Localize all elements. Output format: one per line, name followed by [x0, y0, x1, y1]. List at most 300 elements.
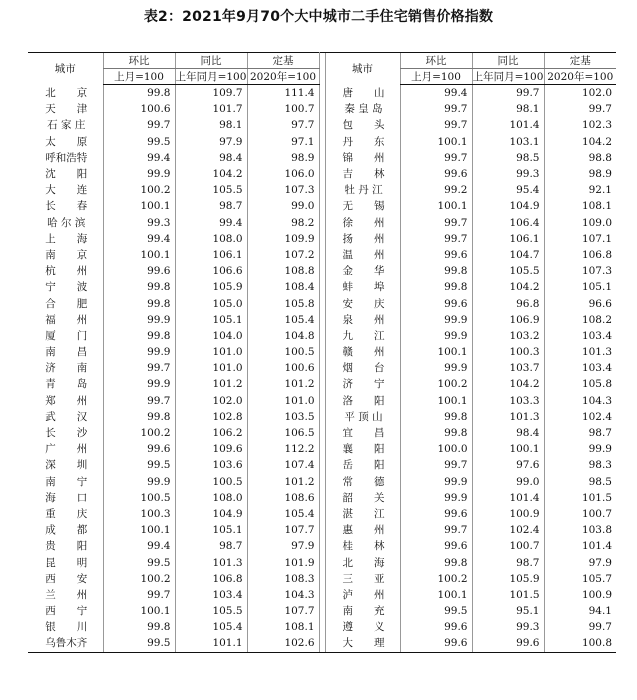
left-yoy-cell: 105.4 — [175, 619, 247, 635]
right-yoy-cell: 96.8 — [472, 295, 544, 311]
left-base-cell: 109.9 — [247, 231, 319, 247]
left-mom-cell: 100.1 — [103, 522, 175, 538]
left-yoy-cell: 103.4 — [175, 587, 247, 603]
right-yoy-cell: 99.6 — [472, 635, 544, 652]
right-yoy-cell: 95.4 — [472, 182, 544, 198]
left-mom-cell: 99.9 — [103, 376, 175, 392]
table-row — [28, 295, 616, 311]
left-mom-cell: 100.3 — [103, 506, 175, 522]
header-sub-mom-left: 上月=100 — [103, 69, 175, 85]
table-row — [28, 279, 616, 295]
left-yoy-cell: 101.3 — [175, 554, 247, 570]
right-city-cell: 常 德 — [325, 474, 400, 490]
left-city-cell: 南 宁 — [45, 475, 88, 488]
right-base-cell: 103.4 — [544, 360, 616, 376]
left-base-cell: 104.3 — [247, 587, 319, 603]
left-city-cell: 深 圳 — [45, 459, 88, 472]
left-yoy-cell: 105.1 — [175, 312, 247, 328]
left-city-cell: 西 安 — [45, 572, 88, 585]
header-sub-yoy-right: 上年同月=100 — [472, 69, 544, 85]
left-mom-cell: 99.7 — [103, 393, 175, 409]
left-yoy-cell: 98.7 — [175, 538, 247, 554]
left-base-cell: 108.1 — [247, 619, 319, 635]
header-city-right: 城市 — [325, 53, 400, 85]
right-base-cell: 100.7 — [544, 506, 616, 522]
right-yoy-cell: 103.3 — [472, 393, 544, 409]
table-row — [28, 134, 616, 150]
left-yoy-cell: 99.4 — [175, 215, 247, 231]
right-base-cell: 98.5 — [544, 474, 616, 490]
right-mom-cell: 100.1 — [400, 198, 472, 214]
right-city-cell: 包 头 — [325, 117, 400, 133]
left-mom-cell: 99.8 — [103, 85, 175, 102]
left-mom-cell: 100.5 — [103, 490, 175, 506]
right-base-cell: 98.7 — [544, 425, 616, 441]
left-city-cell: 太 原 — [45, 135, 88, 148]
left-base-cell: 103.5 — [247, 409, 319, 425]
right-base-cell: 102.0 — [544, 85, 616, 102]
left-yoy-cell: 98.7 — [175, 198, 247, 214]
right-yoy-cell: 104.7 — [472, 247, 544, 263]
right-yoy-cell: 103.1 — [472, 134, 544, 150]
right-mom-cell: 99.6 — [400, 166, 472, 182]
left-base-cell: 106.0 — [247, 166, 319, 182]
right-yoy-cell: 98.7 — [472, 554, 544, 570]
table-row — [28, 166, 616, 182]
table-row — [28, 554, 616, 570]
left-mom-cell: 99.5 — [103, 635, 175, 652]
right-mom-cell: 99.8 — [400, 279, 472, 295]
left-mom-cell: 100.1 — [103, 603, 175, 619]
left-yoy-cell: 108.0 — [175, 490, 247, 506]
left-base-cell: 97.1 — [247, 134, 319, 150]
right-base-cell: 100.8 — [544, 635, 616, 652]
left-city-cell: 长 春 — [45, 200, 88, 213]
left-city-cell: 乌鲁木齐 — [28, 635, 103, 652]
right-mom-cell: 100.2 — [400, 376, 472, 392]
right-yoy-cell: 101.4 — [472, 117, 544, 133]
right-city-cell: 遵 义 — [325, 619, 400, 635]
right-base-cell: 103.4 — [544, 328, 616, 344]
right-yoy-cell: 103.2 — [472, 328, 544, 344]
right-yoy-cell: 104.2 — [472, 279, 544, 295]
right-mom-cell: 99.7 — [400, 522, 472, 538]
left-city-cell: 呼和浩特 — [45, 151, 88, 164]
right-mom-cell: 99.8 — [400, 425, 472, 441]
right-city-cell: 惠 州 — [325, 522, 400, 538]
table-row — [28, 425, 616, 441]
header-base-left: 定基 — [247, 53, 319, 69]
table-row — [28, 474, 616, 490]
table-row — [28, 603, 616, 619]
right-city-cell: 蚌 埠 — [325, 279, 400, 295]
right-city-cell: 平 顶 山 — [325, 409, 400, 425]
left-base-cell: 101.2 — [247, 376, 319, 392]
left-city-cell: 贵 阳 — [45, 540, 88, 553]
left-city-cell: 北 京 — [45, 86, 88, 99]
right-city-cell: 九 江 — [325, 328, 400, 344]
right-base-cell: 109.0 — [544, 215, 616, 231]
left-base-cell: 98.9 — [247, 150, 319, 166]
left-mom-cell: 100.2 — [103, 425, 175, 441]
right-city-cell: 湛 江 — [325, 506, 400, 522]
right-mom-cell: 99.6 — [400, 295, 472, 311]
right-mom-cell: 99.8 — [400, 554, 472, 570]
header-mom-right: 环比 — [400, 53, 472, 69]
right-yoy-cell: 101.4 — [472, 490, 544, 506]
table-row — [28, 182, 616, 198]
right-yoy-cell: 99.3 — [472, 166, 544, 182]
right-city-cell: 韶 关 — [325, 490, 400, 506]
left-mom-cell: 100.2 — [103, 182, 175, 198]
left-yoy-cell: 106.2 — [175, 425, 247, 441]
right-base-cell: 106.8 — [544, 247, 616, 263]
left-city-cell: 广 州 — [45, 443, 88, 456]
right-mom-cell: 99.7 — [400, 117, 472, 133]
left-mom-cell: 99.8 — [103, 279, 175, 295]
left-base-cell: 97.7 — [247, 117, 319, 133]
left-yoy-cell: 104.2 — [175, 166, 247, 182]
left-yoy-cell: 105.5 — [175, 603, 247, 619]
table-row — [28, 198, 616, 214]
header-base-right: 定基 — [544, 53, 616, 69]
left-yoy-cell: 101.7 — [175, 101, 247, 117]
right-city-cell: 烟 台 — [325, 360, 400, 376]
left-yoy-cell: 98.1 — [175, 117, 247, 133]
table-body — [28, 85, 616, 653]
left-mom-cell: 99.9 — [103, 474, 175, 490]
right-mom-cell: 99.7 — [400, 150, 472, 166]
right-base-cell: 105.1 — [544, 279, 616, 295]
left-yoy-cell: 101.0 — [175, 360, 247, 376]
left-mom-cell: 100.6 — [103, 101, 175, 117]
left-yoy-cell: 105.5 — [175, 182, 247, 198]
left-city-cell: 厦 门 — [45, 329, 88, 342]
right-yoy-cell: 100.3 — [472, 344, 544, 360]
left-mom-cell: 100.2 — [103, 571, 175, 587]
header-yoy-left: 同比 — [175, 53, 247, 69]
right-city-cell: 大 理 — [325, 635, 400, 652]
left-base-cell: 105.4 — [247, 506, 319, 522]
left-mom-cell: 99.4 — [103, 538, 175, 554]
table-row — [28, 619, 616, 635]
left-base-cell: 105.8 — [247, 295, 319, 311]
left-mom-cell: 99.5 — [103, 457, 175, 473]
left-mom-cell: 99.8 — [103, 328, 175, 344]
right-yoy-cell: 105.5 — [472, 263, 544, 279]
right-city-cell: 无 锡 — [325, 198, 400, 214]
right-yoy-cell: 102.4 — [472, 522, 544, 538]
right-mom-cell: 99.7 — [400, 101, 472, 117]
left-yoy-cell: 102.8 — [175, 409, 247, 425]
left-yoy-cell: 103.6 — [175, 457, 247, 473]
left-base-cell: 107.7 — [247, 522, 319, 538]
right-city-cell: 秦 皇 岛 — [325, 101, 400, 117]
header-sub-base-right: 2020年=100 — [544, 69, 616, 85]
right-base-cell: 99.7 — [544, 101, 616, 117]
right-mom-cell: 99.9 — [400, 328, 472, 344]
right-yoy-cell: 101.3 — [472, 409, 544, 425]
left-base-cell: 105.4 — [247, 312, 319, 328]
table-row — [28, 360, 616, 376]
table-row — [28, 571, 616, 587]
right-yoy-cell: 100.1 — [472, 441, 544, 457]
right-city-cell: 岳 阳 — [325, 457, 400, 473]
right-yoy-cell: 98.5 — [472, 150, 544, 166]
right-city-cell: 三 亚 — [325, 571, 400, 587]
left-city-cell: 西 宁 — [45, 605, 88, 618]
right-city-cell: 宜 昌 — [325, 425, 400, 441]
table-row — [28, 376, 616, 392]
left-city-cell: 哈 尔 滨 — [47, 216, 86, 229]
left-yoy-cell: 97.9 — [175, 134, 247, 150]
left-base-cell: 108.8 — [247, 263, 319, 279]
right-yoy-cell: 104.9 — [472, 198, 544, 214]
left-mom-cell: 99.8 — [103, 295, 175, 311]
left-yoy-cell: 104.0 — [175, 328, 247, 344]
left-city-cell: 青 岛 — [45, 378, 88, 391]
right-yoy-cell: 100.7 — [472, 538, 544, 554]
left-yoy-cell: 106.8 — [175, 571, 247, 587]
right-yoy-cell: 101.5 — [472, 587, 544, 603]
header-sub-mom-right: 上月=100 — [400, 69, 472, 85]
left-city-cell: 南 京 — [45, 248, 88, 261]
table-row — [28, 506, 616, 522]
left-mom-cell: 99.3 — [103, 215, 175, 231]
header-city-left: 城市 — [28, 53, 103, 85]
right-yoy-cell: 106.4 — [472, 215, 544, 231]
left-city-cell: 天 津 — [45, 103, 88, 116]
right-mom-cell: 99.6 — [400, 538, 472, 554]
right-mom-cell: 100.1 — [400, 134, 472, 150]
left-base-cell: 108.3 — [247, 571, 319, 587]
left-city-cell: 兰 州 — [45, 588, 88, 601]
right-city-cell: 襄 阳 — [325, 441, 400, 457]
left-city-cell: 成 都 — [45, 524, 88, 537]
left-base-cell: 100.6 — [247, 360, 319, 376]
right-mom-cell: 99.7 — [400, 215, 472, 231]
right-mom-cell: 100.1 — [400, 393, 472, 409]
right-mom-cell: 99.6 — [400, 247, 472, 263]
table-row — [28, 263, 616, 279]
right-city-cell: 济 宁 — [325, 376, 400, 392]
right-mom-cell: 100.1 — [400, 344, 472, 360]
left-base-cell: 108.6 — [247, 490, 319, 506]
right-base-cell: 92.1 — [544, 182, 616, 198]
table-row — [28, 409, 616, 425]
left-base-cell: 106.5 — [247, 425, 319, 441]
left-base-cell: 101.2 — [247, 474, 319, 490]
right-mom-cell: 100.1 — [400, 587, 472, 603]
right-city-cell: 北 海 — [325, 554, 400, 570]
price-index-table — [28, 52, 616, 653]
left-mom-cell: 99.9 — [103, 166, 175, 182]
left-base-cell: 100.7 — [247, 101, 319, 117]
header-sub-yoy-left: 上年同月=100 — [175, 69, 247, 85]
left-city-cell: 宁 波 — [45, 281, 88, 294]
right-yoy-cell: 98.1 — [472, 101, 544, 117]
right-base-cell: 101.3 — [544, 344, 616, 360]
right-city-cell: 徐 州 — [325, 215, 400, 231]
left-city-cell: 南 昌 — [45, 346, 88, 359]
right-city-cell: 扬 州 — [325, 231, 400, 247]
right-mom-cell: 99.6 — [400, 635, 472, 652]
right-city-cell: 安 庆 — [325, 295, 400, 311]
left-base-cell: 104.8 — [247, 328, 319, 344]
table-row — [28, 635, 616, 652]
left-mom-cell: 99.5 — [103, 134, 175, 150]
left-mom-cell: 99.8 — [103, 409, 175, 425]
left-base-cell: 112.2 — [247, 441, 319, 457]
left-yoy-cell: 105.0 — [175, 295, 247, 311]
right-base-cell: 104.3 — [544, 393, 616, 409]
left-city-cell: 海 口 — [45, 491, 88, 504]
right-yoy-cell: 99.3 — [472, 619, 544, 635]
right-yoy-cell: 99.7 — [472, 85, 544, 102]
right-base-cell: 98.8 — [544, 150, 616, 166]
left-mom-cell: 100.1 — [103, 198, 175, 214]
left-city-cell: 长 沙 — [45, 427, 88, 440]
right-yoy-cell: 99.0 — [472, 474, 544, 490]
right-base-cell: 104.2 — [544, 134, 616, 150]
left-mom-cell: 99.4 — [103, 150, 175, 166]
left-mom-cell: 99.7 — [103, 117, 175, 133]
table-row — [28, 150, 616, 166]
header-yoy-right: 同比 — [472, 53, 544, 69]
right-city-cell: 吉 林 — [325, 166, 400, 182]
right-city-cell: 金 华 — [325, 263, 400, 279]
table-row — [28, 344, 616, 360]
left-city-cell: 重 庆 — [45, 507, 88, 520]
left-yoy-cell: 109.6 — [175, 441, 247, 457]
right-mom-cell: 100.2 — [400, 571, 472, 587]
left-mom-cell: 99.7 — [103, 587, 175, 603]
right-mom-cell: 99.9 — [400, 312, 472, 328]
table-row — [28, 85, 616, 102]
right-mom-cell: 99.6 — [400, 619, 472, 635]
right-base-cell: 100.9 — [544, 587, 616, 603]
table-row — [28, 215, 616, 231]
right-yoy-cell: 106.9 — [472, 312, 544, 328]
right-yoy-cell: 97.6 — [472, 457, 544, 473]
right-yoy-cell: 98.4 — [472, 425, 544, 441]
right-base-cell: 99.7 — [544, 619, 616, 635]
left-city-cell: 沈 阳 — [45, 168, 88, 181]
right-mom-cell: 99.8 — [400, 263, 472, 279]
table-row — [28, 490, 616, 506]
right-base-cell: 97.9 — [544, 554, 616, 570]
table-row — [28, 441, 616, 457]
right-yoy-cell: 106.1 — [472, 231, 544, 247]
right-mom-cell: 99.2 — [400, 182, 472, 198]
left-base-cell: 102.6 — [247, 635, 319, 652]
right-base-cell: 94.1 — [544, 603, 616, 619]
right-base-cell: 107.1 — [544, 231, 616, 247]
table-row — [28, 312, 616, 328]
right-city-cell: 牡 丹 江 — [325, 182, 400, 198]
table-row — [28, 101, 616, 117]
right-base-cell: 108.2 — [544, 312, 616, 328]
left-mom-cell: 99.5 — [103, 554, 175, 570]
left-yoy-cell: 105.1 — [175, 522, 247, 538]
table-row — [28, 328, 616, 344]
left-yoy-cell: 101.1 — [175, 635, 247, 652]
right-city-cell: 唐 山 — [325, 85, 400, 102]
table-row — [28, 231, 616, 247]
right-mom-cell: 99.9 — [400, 490, 472, 506]
left-base-cell: 98.2 — [247, 215, 319, 231]
table-row — [28, 247, 616, 263]
right-base-cell: 102.4 — [544, 409, 616, 425]
left-mom-cell: 99.9 — [103, 312, 175, 328]
left-city-cell: 武 汉 — [45, 410, 88, 423]
header-mom-left: 环比 — [103, 53, 175, 69]
right-city-cell: 赣 州 — [325, 344, 400, 360]
right-base-cell: 98.3 — [544, 457, 616, 473]
right-yoy-cell: 103.7 — [472, 360, 544, 376]
left-mom-cell: 99.8 — [103, 619, 175, 635]
left-city-cell: 杭 州 — [45, 265, 88, 278]
right-city-cell: 南 充 — [325, 603, 400, 619]
right-city-cell: 桂 林 — [325, 538, 400, 554]
left-mom-cell: 99.7 — [103, 360, 175, 376]
table-row — [28, 393, 616, 409]
left-yoy-cell: 106.1 — [175, 247, 247, 263]
right-mom-cell: 99.9 — [400, 474, 472, 490]
right-city-cell: 锦 州 — [325, 150, 400, 166]
left-yoy-cell: 104.9 — [175, 506, 247, 522]
left-mom-cell: 100.1 — [103, 247, 175, 263]
right-mom-cell: 99.9 — [400, 360, 472, 376]
table-row — [28, 522, 616, 538]
right-city-cell: 洛 阳 — [325, 393, 400, 409]
right-base-cell: 103.8 — [544, 522, 616, 538]
left-city-cell: 大 连 — [45, 184, 88, 197]
right-city-cell: 丹 东 — [325, 134, 400, 150]
left-mom-cell: 99.4 — [103, 231, 175, 247]
right-city-cell: 泉 州 — [325, 312, 400, 328]
right-base-cell: 108.1 — [544, 198, 616, 214]
left-yoy-cell: 100.5 — [175, 474, 247, 490]
right-mom-cell: 99.5 — [400, 603, 472, 619]
left-yoy-cell: 105.9 — [175, 279, 247, 295]
left-base-cell: 107.3 — [247, 182, 319, 198]
right-yoy-cell: 104.2 — [472, 376, 544, 392]
right-mom-cell: 99.7 — [400, 231, 472, 247]
right-base-cell: 107.3 — [544, 263, 616, 279]
right-base-cell: 96.6 — [544, 295, 616, 311]
right-base-cell: 101.5 — [544, 490, 616, 506]
right-city-cell: 泸 州 — [325, 587, 400, 603]
left-base-cell: 111.4 — [247, 85, 319, 102]
right-city-cell: 温 州 — [325, 247, 400, 263]
left-yoy-cell: 102.0 — [175, 393, 247, 409]
right-yoy-cell: 105.9 — [472, 571, 544, 587]
table-row — [28, 117, 616, 133]
header-row-groups — [28, 53, 616, 69]
table-title: 表2：2021年9月70个大中城市二手住宅销售价格指数 — [143, 9, 494, 25]
table-row — [28, 457, 616, 473]
left-base-cell: 100.5 — [247, 344, 319, 360]
left-mom-cell: 99.9 — [103, 344, 175, 360]
left-base-cell: 99.0 — [247, 198, 319, 214]
left-yoy-cell: 109.7 — [175, 85, 247, 102]
left-yoy-cell: 108.0 — [175, 231, 247, 247]
left-city-cell: 合 肥 — [45, 297, 88, 310]
right-yoy-cell: 100.9 — [472, 506, 544, 522]
left-city-cell: 石 家 庄 — [47, 119, 86, 132]
right-mom-cell: 99.8 — [400, 409, 472, 425]
